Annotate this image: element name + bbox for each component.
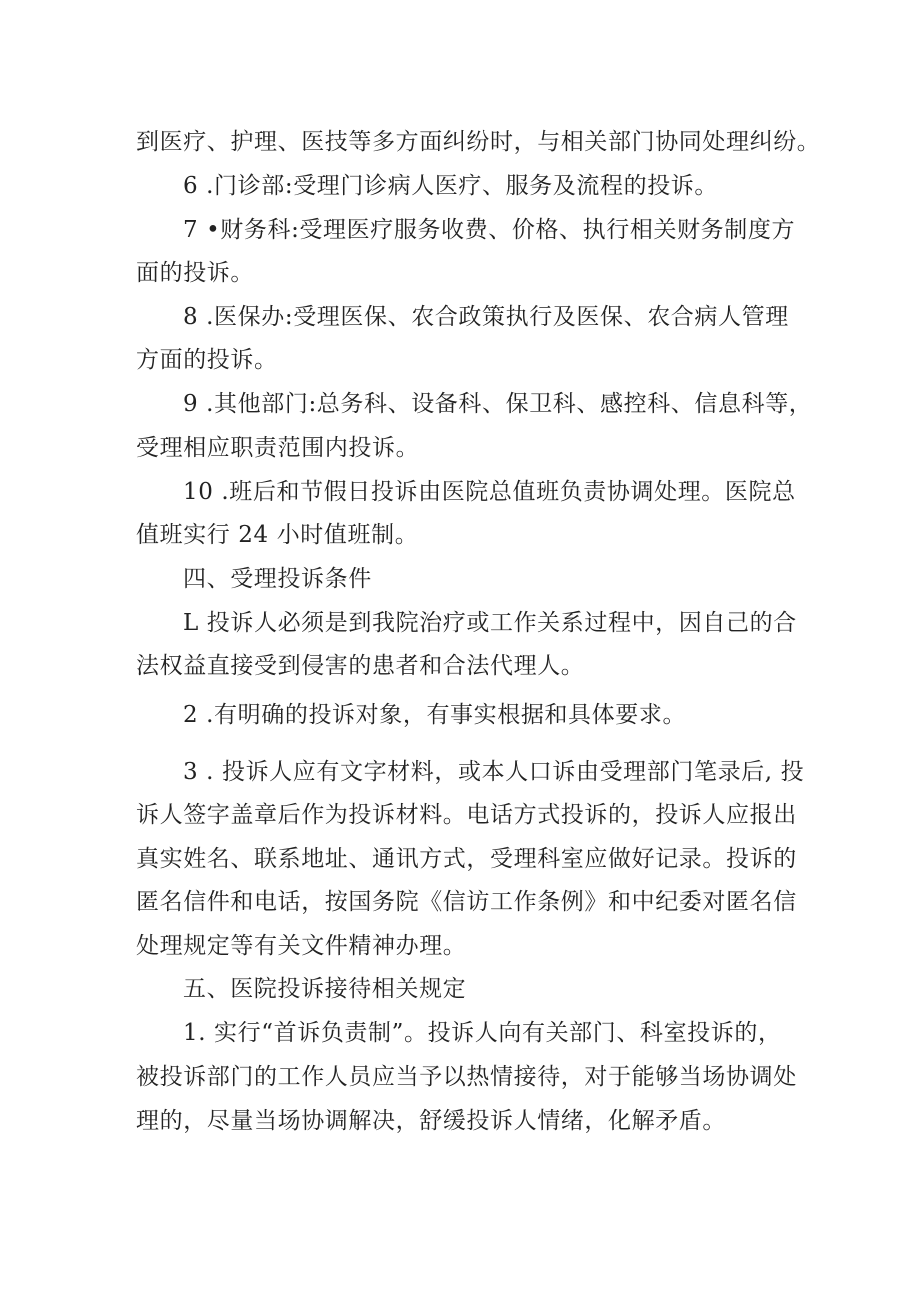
section-heading-5: 五、医院投诉接待相关规定: [183, 976, 467, 1002]
section-heading-4: 四、受理投诉条件: [183, 566, 372, 592]
list-item-9-cont: 受理相应职责范围内投诉。: [136, 435, 420, 461]
condition-item-3-cont: 处理规定等有关文件精神办理。: [136, 933, 467, 959]
list-item-7: 7 •财务科:受理医疗服务收费、价格、执行相关财务制度方: [183, 217, 796, 243]
rule-item-1-cont: 理的，尽量当场协调解决，舒缓投诉人情绪，化解矛盾。: [136, 1108, 726, 1134]
condition-item-3-cont: 诉人签字盖章后作为投诉材料。电话方式投诉的，投诉人应报出: [136, 802, 797, 828]
list-item-10-cont: 值班实行 24 小时值班制。: [136, 522, 419, 548]
rule-item-1-cont: 被投诉部门的工作人员应当予以热情接待，对于能够当场协调处: [136, 1064, 797, 1090]
list-item-8-cont: 方面的投诉。: [136, 347, 278, 373]
list-item-8: 8 .医保办:受理医保、农合政策执行及医保、农合病人管理: [183, 304, 789, 330]
list-item-6: 6 .门诊部:受理门诊病人医疗、服务及流程的投诉。: [183, 173, 719, 199]
list-item-10: 10 .班后和节假日投诉由医院总值班负责协调处理。医院总: [183, 479, 796, 505]
text-line: 到医疗、护理、医技等多方面纠纷时，与相关部门协同处理纠纷。: [136, 129, 821, 155]
condition-item-2: 2 .有明确的投诉对象，有事实根据和具体要求。: [183, 702, 687, 728]
condition-item-3: 3 . 投诉人应有文字材料，或本人口诉由受理部门笔录后, 投: [183, 759, 805, 785]
condition-item-1: L 投诉人必须是到我院治疗或工作关系过程中，因自己的合: [183, 610, 797, 636]
rule-item-1: 1. 实行“首诉负责制”。投诉人向有关部门、科室投诉的，: [183, 1020, 782, 1046]
condition-item-1-cont: 法权益直接受到侵害的患者和合法代理人。: [136, 653, 585, 679]
condition-item-3-cont: 真实姓名、联系地址、通讯方式，受理科室应做好记录。投诉的: [136, 846, 797, 872]
condition-item-3-cont: 匿名信件和电话，按国务院《信访工作条例》和中纪委对匿名信: [136, 889, 797, 915]
list-item-7-cont: 面的投诉。: [136, 260, 254, 286]
list-item-9: 9 .其他部门:总务科、设备科、保卫科、感控科、信息科等，: [183, 391, 813, 417]
